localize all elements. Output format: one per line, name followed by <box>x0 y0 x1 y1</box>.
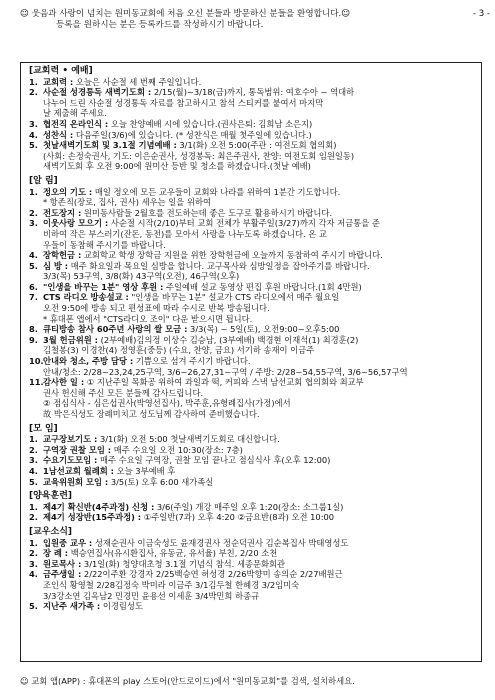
item-heading: 금주생일 : <box>43 569 82 580</box>
notices-section-title: [알 림] <box>29 175 58 186</box>
item-heading: 사순절 성경통독 새벽기도회 : <box>43 87 152 98</box>
page-number: - 3 - <box>472 9 490 19</box>
item-text: 이경림성도 <box>102 601 143 612</box>
notices-item <box>29 282 473 293</box>
app-footer: ☺ 교회 앱(APP) : 휴대폰의 play 스토어(안드로이드)에서 "원미동교회"를 검색, 설치하세요. <box>20 676 355 686</box>
item-text: 오늘 3부예배 후 <box>116 465 176 476</box>
item-number: 5. <box>29 601 38 612</box>
registration-line: 등록을 원하시는 분은 등록카드를 작성하시기 바랍니다. <box>56 20 264 30</box>
item-heading: 장 례 : <box>43 548 69 559</box>
item-text: 매일 정오에 모든 교우들이 교회와 나라를 위하여 1분간 기도합니다. <box>94 186 341 197</box>
item-number: 6. <box>29 281 38 292</box>
worship-item <box>29 140 473 151</box>
news-item <box>29 569 473 580</box>
item-heading: 이웃사랑 모으기 : <box>43 218 109 229</box>
item-text: 3/3(목) ~ 5일(토), 오전9:00~오후5:00 <box>190 324 340 335</box>
bulletin-box <box>20 62 482 662</box>
item-continuation: 오전 9:50에 방송 되고 편성표에 따라 수시로 반복 방송됩니다. <box>43 303 270 314</box>
item-heading: 정오의 기도 : <box>43 186 93 197</box>
notices-item <box>29 335 473 346</box>
item-number: 9. <box>29 334 38 345</box>
item-text: ①주일반(7과) 오후 4:20 ②금요반(8과) 오전 10:00 <box>143 512 335 523</box>
notices-item <box>29 292 473 303</box>
notices-item <box>29 261 473 272</box>
item-heading: 전도장지 : <box>43 207 82 218</box>
item-number: 3. <box>29 118 38 129</box>
news-item <box>29 559 473 570</box>
item-heading: 입원중 교우 : <box>43 537 93 548</box>
notices-item <box>29 208 473 219</box>
item-heading: 안내와 청소, 주방 담당 : <box>43 356 134 367</box>
item-number: 1. <box>29 76 38 87</box>
item-number: 4. <box>29 569 38 580</box>
item-number: 5. <box>29 476 38 487</box>
item-heading: 3월 헌금위원 : <box>43 334 98 345</box>
item-text: 2/22이주환 강경자 2/25백승연 허성경 2/26박향미 송의순 2/27배원근 <box>83 569 343 580</box>
item-continuation: 날 제출해 주세요. <box>43 108 108 119</box>
notices-item <box>29 250 473 261</box>
notices-item <box>29 218 473 229</box>
item-number: 5. <box>29 140 38 151</box>
item-text: 오늘 찬양예배 시에 있습니다.(권사은퇴: 김희남 소은지) <box>110 118 313 129</box>
item-text: 매주 수요일 구역장, 권찰 모임 끝나고 점심식사 후(오후 12:00) <box>99 455 331 466</box>
item-text: 3/1(화) 오전 5:00 첫날새벽기도회로 대신합니다. <box>99 434 280 445</box>
item-text: 2/15(월)~3/18(금)까지, 통독범위: 여호수아 ~ 역대하 <box>153 87 355 98</box>
worship-section-title: [교회력 • 예배] <box>29 66 93 76</box>
item-text: 매주 수요일 오전 10:30(장소: 7층) <box>113 444 243 455</box>
meetings-item <box>29 455 473 466</box>
item-continuation: 새벽기도회 후 오전 9:00에 원미산 등반 및 청소를 하겠습니다.(첫날 예배) <box>43 161 311 172</box>
item-number: 2. <box>29 444 38 455</box>
meetings-item <box>29 466 473 477</box>
item-heading: 원로목사 : <box>43 558 82 569</box>
item-heading: 교회력 : <box>43 76 74 87</box>
welcome-line: ☺ 웃음과 사랑이 넘치는 원미동교회에 처음 오신 분들과 방문하신 분들을 환영합니다.☺ <box>20 9 351 19</box>
item-text: 오늘은 사순절 세 번째 주일입니다. <box>75 76 202 87</box>
item-continuation: ② 점심식사 - 심은섭권사(박영선집사), 박주훈,유형례집사(가정)에서 <box>43 398 291 409</box>
item-number: 2. <box>29 207 38 218</box>
item-text: 백승연집사(유시환집사, 유동균, 유서율) 부친, 2/20 소천 <box>70 548 278 559</box>
item-continuation: 안내/청소: 2/28~23,24,25구역, 3/6~26,27,31~구역 / 주방: 2/28~54,55구역, 3/6~56,57구역 <box>43 366 408 377</box>
item-continuation: 故 박은식성도 장례미치고 성도님께 감사하여 준비했습니다. <box>43 409 260 419</box>
worship-item <box>29 87 473 98</box>
item-number: 3. <box>29 558 38 569</box>
training-item <box>29 502 473 513</box>
item-continuation: 3/3강소연 김옥남2 민경민 윤용선 이세훈 3/4박민희 하종규 <box>43 590 260 601</box>
item-heading: 교육위원회 모임 : <box>43 476 109 487</box>
item-continuation: 비하여 작은 부스러기(잔돈, 동전)를 모아서 사랑을 나누도록 하겠습니다. 온 교 <box>43 228 327 239</box>
item-text: 성재순권사 이금숙성도 윤재경권사 정순덕권사 김순복집사 박태영성도 <box>94 537 349 548</box>
item-number: 5. <box>29 260 38 271</box>
news-item <box>29 601 473 612</box>
item-continuation: (사회: 손정숙권사, 기도: 이은순권사, 성경봉독: 최은주권사, 찬양: 여전도회 임원일동) <box>43 150 355 161</box>
item-heading: 지난주 새가족 : <box>43 601 101 612</box>
worship-item <box>29 130 473 141</box>
item-continuation: 3/3(목) 53구역, 3/8(화) 43구역(오전), 46구역(오후) <box>43 271 240 282</box>
notices-item <box>29 324 473 335</box>
item-heading: 협전직 온라인식 : <box>43 118 109 129</box>
news-item <box>29 548 473 559</box>
item-number: 4. <box>29 129 38 140</box>
item-heading: "인생을 바꾸는 1분" 영상 후원 : <box>43 281 164 292</box>
notices-item <box>29 187 473 198</box>
item-number: 4. <box>29 465 38 476</box>
item-number: 10. <box>29 356 44 367</box>
worship-item <box>29 119 473 130</box>
item-text: 기쁨으로 섬겨 주시기 바랍니다. <box>135 356 251 367</box>
meetings-item <box>29 477 473 488</box>
item-heading: 첫날새벽기도회 및 3.1절 기념예배 : <box>43 140 177 151</box>
item-text: "인생을 바꾸는 1분" 설교가 CTS 라디오에서 매주 월요일 <box>131 292 340 303</box>
item-text: 3/1일(화) 청양대초청 3.1절 기념식 참석. 세종문화회관 <box>83 558 286 569</box>
item-text: 3/5(토) 오후 6:00 새가족실 <box>110 476 214 487</box>
item-heading: 큐티방송 참사 60주년 사랑의 쌀 모금 : <box>43 324 188 335</box>
item-heading: 1남선교회 월례회 : <box>43 465 114 476</box>
item-number: 1. <box>29 434 38 445</box>
item-number: 2. <box>29 87 38 98</box>
notices-item <box>29 377 473 388</box>
item-heading: 교구장보기도 : <box>43 434 98 445</box>
item-number: 1. <box>29 537 38 548</box>
news-item <box>29 538 473 549</box>
meetings-item <box>29 445 473 456</box>
item-number: 4. <box>29 250 38 261</box>
item-text: 3/1(화) 오전 5:00(주관 : 여전도회 협의회) <box>179 140 337 151</box>
meetings-section-title: [모 임] <box>29 423 58 434</box>
item-continuation: 조인식 황영철 2/28김정숙 박미라 이금주 3/1김두철 한혜경 3/2임미숙 <box>43 579 300 590</box>
item-continuation: * 항존직(장로, 집사, 권사) 세우는 일을 위하여 <box>43 197 211 208</box>
meetings-item <box>29 434 473 445</box>
item-number: 1. <box>29 501 38 512</box>
item-text: 원미동사람들 2월호를 전도하는데 좋은 도구로 활용하시기 바랍니다. <box>83 207 333 218</box>
item-number: 2. <box>29 512 38 523</box>
item-text: 3/6(주일) 개강 매주일 오후 1:20(장소: 소그룹1실) <box>156 501 344 512</box>
item-number: 11. <box>29 377 44 388</box>
item-heading: CTS 라디오 방송설교 : <box>43 292 129 303</box>
item-number: 1. <box>29 186 38 197</box>
item-text: 주일예배 설교 동영상 편집 후원 바랍니다.(1회 4만원) <box>165 281 362 292</box>
news-section-title: [교우소식] <box>29 526 73 537</box>
page-header <box>20 9 490 31</box>
item-heading: 심 방 : <box>43 260 69 271</box>
item-heading: 감사한 일 : <box>43 377 85 388</box>
item-heading: 제4기 확신반(4주과정) 신청 : <box>43 501 155 512</box>
item-text: 매주 화요일과 목요일 심방을 합니다. 교구목사와 심방일정을 잡아주기를 바랍니다. <box>70 260 370 271</box>
item-number: 3. <box>29 218 38 229</box>
item-text: 교회학교 학생 장학금 지원을 위한 장학헌금에 오늘까지 동참하여 주시기 바랍니다. <box>83 250 383 261</box>
item-heading: 성찬식 : <box>43 129 74 140</box>
item-number: 8. <box>29 324 38 335</box>
item-text: 사순절 시작(2/10)부터 교회 전체가 부활주일(3/27)까지 각자 저금통을 준 <box>110 218 380 229</box>
item-text: ① 지난주일 목화공 위하여 과일과 떡, 커피와 스낵 남선교회 협의회와 최교부 <box>86 377 364 388</box>
item-number: 3. <box>29 455 38 466</box>
item-continuation: 우들이 동참해 주시기를 바랍니다. <box>43 239 166 250</box>
training-section-title: [양육훈련] <box>29 491 73 502</box>
item-continuation: * 휴대폰 앱에서 "CTS라디오 조이" 다운 받으시면 됩니다. <box>43 313 253 324</box>
worship-item <box>29 77 473 88</box>
item-number: 7. <box>29 292 38 303</box>
training-item <box>29 512 473 523</box>
item-heading: 수요기도모임 : <box>43 455 98 466</box>
item-heading: 제4기 성장반(15주과정) : <box>43 512 142 523</box>
item-heading: 구역장 권찰 모임 : <box>43 444 112 455</box>
item-continuation: 김철봉(3) 이경찬(4) 정영훈(중등) (수요, 찬양, 금요) 서기하 송재이 이금주 <box>43 345 315 356</box>
notices-item <box>29 356 473 367</box>
item-text: 다음주일(3/6)에 있습니다. (* 성찬식은 매월 첫주일에 있습니다.) <box>75 129 312 140</box>
item-continuation: 권사 헌신해 주신 모든 분들께 감사드립니다. <box>43 387 204 398</box>
item-text: (2부예배)김의정 이상수 김승남, (3부예배) 백경현 이재석(1) 최경훈(2) <box>100 334 359 345</box>
item-continuation: 나누어 드린 사순절 성경통독 자료를 참고하시고 참석 스티커를 붙여서 마지막 <box>43 97 324 108</box>
item-number: 2. <box>29 548 38 559</box>
item-heading: 장학헌금 : <box>43 250 82 261</box>
